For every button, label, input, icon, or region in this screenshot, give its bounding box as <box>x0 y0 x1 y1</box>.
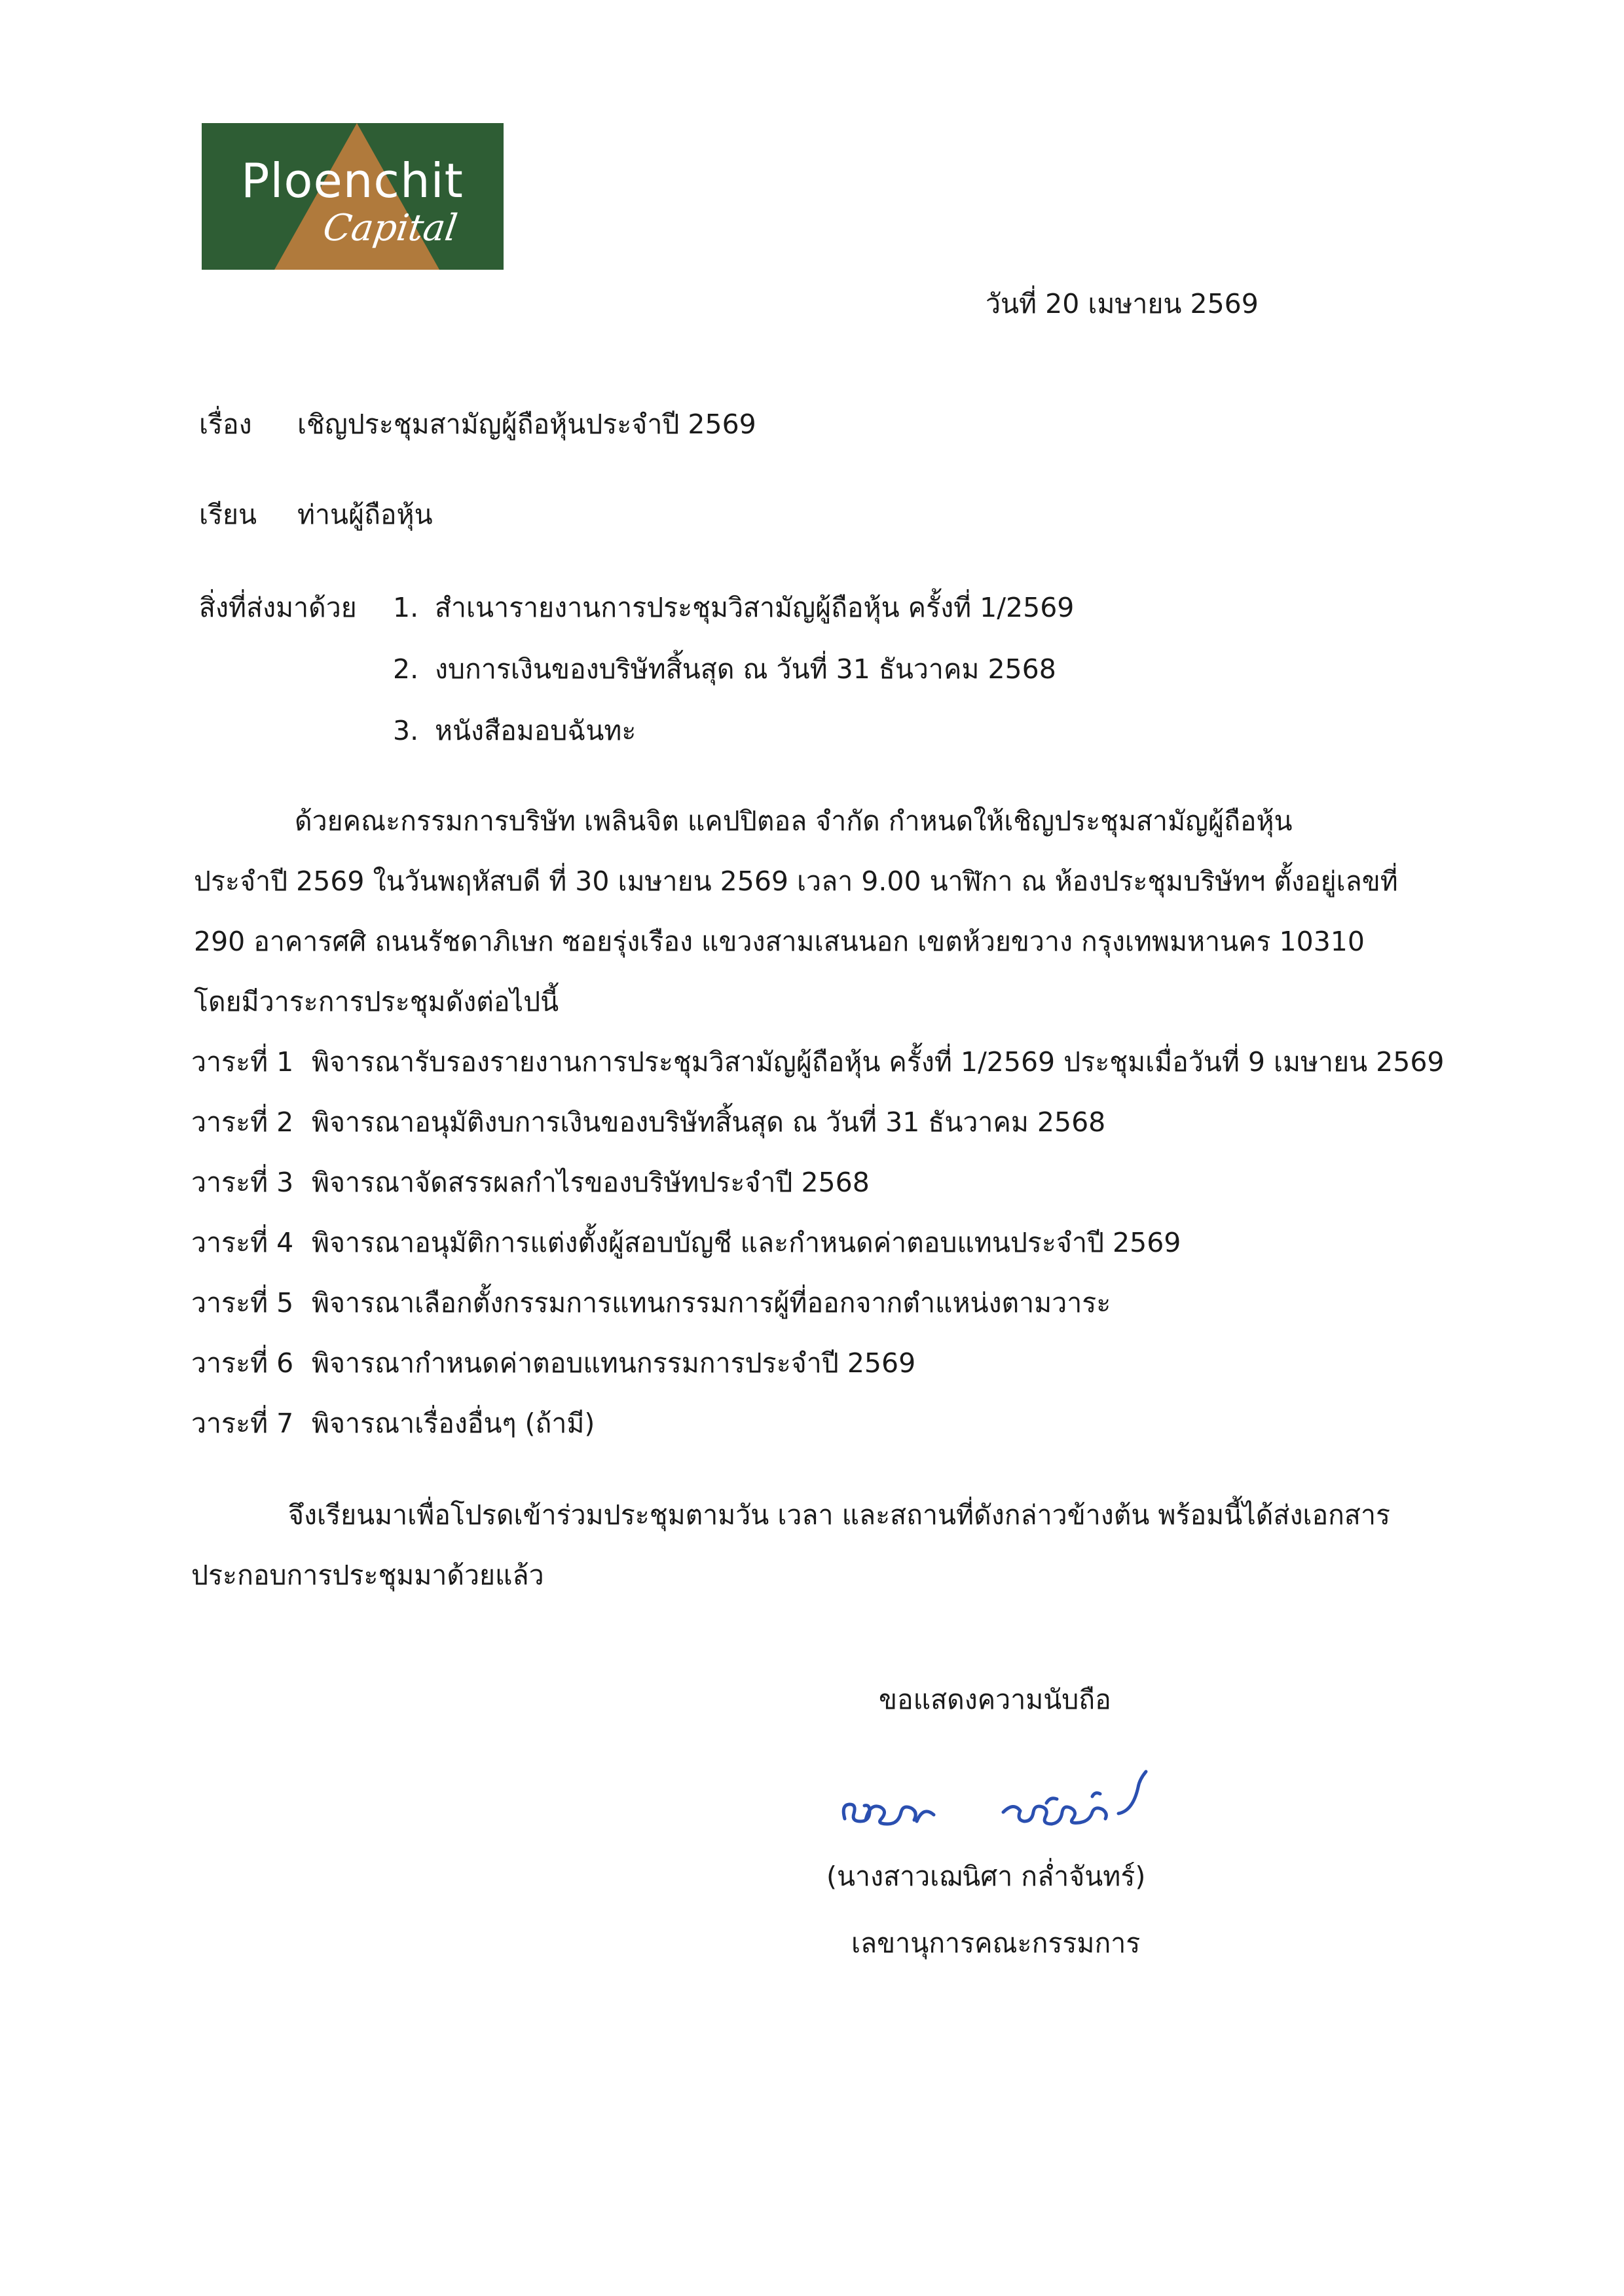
agenda-label: วาระที่ 4 <box>191 1227 294 1258</box>
company-logo <box>202 123 504 270</box>
letter-date: วันที่ 20 เมษายน 2569 <box>986 288 1259 319</box>
regards-text: ขอแสดงความนับถือ <box>879 1684 1111 1715</box>
body-line: 290 อาคารศศิ ถนนรัชดาภิเษก ซอยรุ่งเรือง แขวงสามเสนนอก เขตห้วยขวาง กรุงเทพมหานคร 10310 <box>194 926 1365 957</box>
agenda-text: พิจารณาจัดสรรผลกำไรของบริษัทประจำปี 2568 <box>312 1167 870 1198</box>
closing-line: จึงเรียนมาเพื่อโปรดเข้าร่วมประชุมตามวัน เวลา และสถานที่ดังกล่าวข้างต้น พร้อมนี้ได้ส่งเอกสาร <box>288 1499 1391 1531</box>
recipient-label: เรียน <box>199 499 257 530</box>
agenda-text: พิจารณารับรองรายงานการประชุมวิสามัญผู้ถือหุ้น ครั้งที่ 1/2569 ประชุมเมื่อวันที่ 9 เมษายน 2569 <box>312 1046 1445 1078</box>
agenda-text: พิจารณากำหนดค่าตอบแทนกรรมการประจำปี 2569 <box>312 1347 916 1379</box>
agenda-text: พิจารณาเรื่องอื่นๆ (ถ้ามี) <box>312 1408 595 1439</box>
agenda-label: วาระที่ 3 <box>191 1167 294 1198</box>
enclosure-num: 3. <box>393 715 419 746</box>
agenda-label: วาระที่ 1 <box>191 1046 294 1078</box>
enclosure-item: หนังสือมอบฉันทะ <box>435 715 637 746</box>
enclosure-item: สำเนารายงานการประชุมวิสามัญผู้ถือหุ้น ครั้งที่ 1/2569 <box>435 592 1075 623</box>
enclosure-num: 1. <box>393 592 419 623</box>
logo-word-capital: Capital <box>320 207 460 249</box>
logo-word-ploenchit: Ploenchit <box>241 153 464 208</box>
agenda-label: วาระที่ 6 <box>191 1347 294 1379</box>
agenda-label: วาระที่ 2 <box>191 1106 294 1138</box>
agenda-label: วาระที่ 5 <box>191 1287 294 1319</box>
enclosures-label: สิ่งที่ส่งมาด้วย <box>199 592 357 623</box>
recipient-text: ท่านผู้ถือหุ้น <box>297 499 433 530</box>
closing-line: ประกอบการประชุมมาด้วยแล้ว <box>191 1559 544 1591</box>
body-line: โดยมีวาระการประชุมดังต่อไปนี้ <box>194 986 559 1017</box>
agenda-text: พิจารณาอนุมัติงบการเงินของบริษัทสิ้นสุด ณ วันที่ 31 ธันวาคม 2568 <box>312 1106 1106 1138</box>
body-line: ประจำปี 2569 ในวันพฤหัสบดี ที่ 30 เมษายน 2569 เวลา 9.00 นาฬิกา ณ ห้องประชุมบริษัทฯ ตั้งอยู่เลขที่ <box>194 866 1398 897</box>
subject-text: เชิญประชุมสามัญผู้ถือหุ้นประจำปี 2569 <box>297 409 756 440</box>
enclosure-item: งบการเงินของบริษัทสิ้นสุด ณ วันที่ 31 ธันวาคม 2568 <box>435 653 1056 685</box>
enclosure-num: 2. <box>393 653 419 685</box>
agenda-label: วาระที่ 7 <box>191 1408 294 1439</box>
subject-label: เรื่อง <box>199 409 252 440</box>
handwritten-signature <box>832 1761 1172 1862</box>
body-line: ด้วยคณะกรรมการบริษัท เพลินจิต แคปปิตอล จำกัด กำหนดให้เชิญประชุมสามัญผู้ถือหุ้น <box>295 805 1293 837</box>
agenda-text: พิจารณาอนุมัติการแต่งตั้งผู้สอบบัญชี และกำหนดค่าตอบแทนประจำปี 2569 <box>312 1227 1181 1258</box>
signer-title: เลขานุการคณะกรรมการ <box>851 1927 1141 1959</box>
signer-name: (นางสาวเฌนิศา กล่ำจันทร์) <box>826 1861 1146 1892</box>
agenda-text: พิจารณาเลือกตั้งกรรมการแทนกรรมการผู้ที่ออกจากตำแหน่งตามวาระ <box>312 1287 1111 1319</box>
